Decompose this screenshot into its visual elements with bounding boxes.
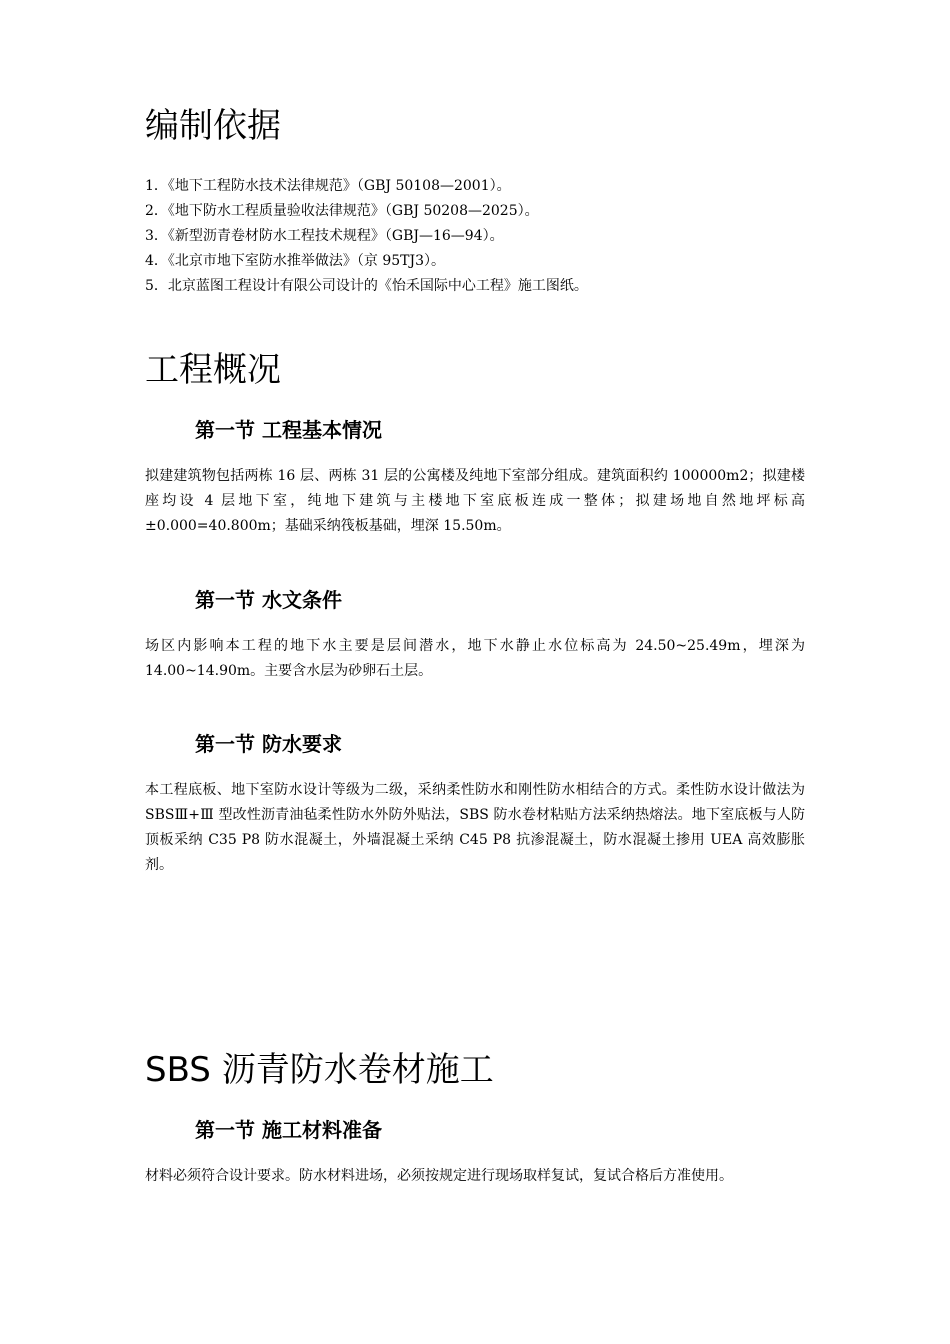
subsection-heading-waterproof: 第一节 防水要求 xyxy=(195,732,342,756)
subsection-heading-basic: 第一节 工程基本情况 xyxy=(195,418,382,442)
list-item: 1．《地下工程防水技术法律规范》（GBJ 50108—2001）。 xyxy=(145,178,511,194)
paragraph-waterproof: 本工程底板、地下室防水设计等级为二级，采纳柔性防水和刚性防水相结合的方式。柔性防水设计做法为 SBSⅢ+Ⅲ 型改性沥青油毡柔性防水外防外贴法，SBS 防水卷材粘贴方法采纳热熔法。地下室底板与人防顶板采纳 C35 P8 防水混凝土，外墙混凝土采纳 C45 P8 抗渗混凝土，防水混凝土掺用 UEA 高效膨胀剂。 xyxy=(145,782,805,873)
list-item: 2．《地下防水工程质量验收法律规范》（GBJ 50208—2025）。 xyxy=(145,203,539,219)
paragraph-materials: 材料必须符合设计要求。防水材料进场，必须按规定进行现场取样复试，复试合格后方准使用。 xyxy=(145,1168,733,1184)
list-item: 5．北京蓝图工程设计有限公司设计的《怡禾国际中心工程》施工图纸。 xyxy=(145,278,588,294)
section-title-overview: 工程概况 xyxy=(145,350,281,390)
paragraph-basic: 拟建建筑物包括两栋 16 层、两栋 31 层的公寓楼及纯地下室部分组成。建筑面积约 100000m2；拟建楼座均设 4 层地下室，纯地下建筑与主楼地下室底板连成一整体；拟建场地自然地坪标高±0.000=40.800m；基础采纳筏板基础，埋深 15.50m。 xyxy=(145,468,805,534)
section-title-sbs: SBS 沥青防水卷材施工 xyxy=(145,1050,494,1090)
basis-list xyxy=(145,174,588,299)
subsection-heading-materials: 第一节 施工材料准备 xyxy=(195,1118,382,1142)
subsection-heading-hydrology: 第一节 水文条件 xyxy=(195,588,342,612)
list-item: 3．《新型沥青卷材防水工程技术规程》（GBJ—16—94）。 xyxy=(145,228,504,244)
section-title-basis: 编制依据 xyxy=(145,106,281,146)
paragraph-hydrology: 场区内影响本工程的地下水主要是层间潜水，地下水静止水位标高为 24.50~25.49m，埋深为 14.00~14.90m。主要含水层为砂卵石土层。 xyxy=(145,638,805,679)
list-item: 4．《北京市地下室防水推举做法》（京 95TJ3）。 xyxy=(145,253,446,269)
